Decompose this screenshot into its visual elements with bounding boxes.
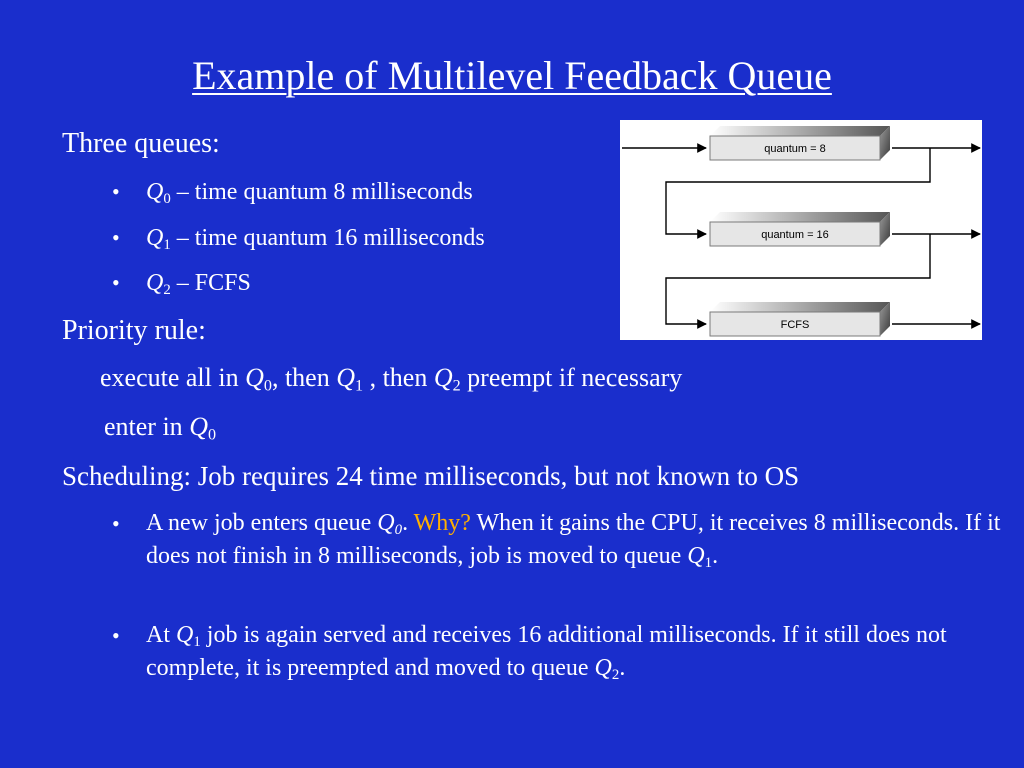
queue-letter: Q xyxy=(687,543,705,569)
bullet-marker: • xyxy=(112,270,120,295)
queue-box-1 xyxy=(710,212,890,246)
queue-subscript: 0 xyxy=(163,191,171,208)
bullet-marker: • xyxy=(112,511,120,536)
queue-subscript: 1 xyxy=(163,237,171,254)
queue-description: – time quantum 16 milliseconds xyxy=(170,225,485,251)
queue-subscript: 1 xyxy=(193,634,201,651)
bullet-marker: • xyxy=(112,623,120,648)
queue-box-2 xyxy=(710,302,890,336)
queue-label: quantum = 8 xyxy=(764,143,826,155)
queue-box-top xyxy=(710,302,890,312)
queue-label: FCFS xyxy=(780,319,810,331)
text-segment: . xyxy=(619,655,626,681)
queue-subscript: 0 xyxy=(207,426,217,444)
three-queues-heading: Three queues: xyxy=(62,128,220,159)
priority-rule-line xyxy=(100,363,683,395)
queue-description: – FCFS xyxy=(170,270,251,296)
queue-letter: Q xyxy=(377,510,395,536)
queue-subscript: 2 xyxy=(452,377,461,395)
queue-box-0 xyxy=(710,126,890,160)
scheduling-bullet-a xyxy=(146,507,1016,573)
text-segment: execute all in xyxy=(100,363,246,392)
multilevel-queue-diagram xyxy=(620,120,982,340)
text-segment: job is again served and receives 16 additional milliseconds. If it still does not complete, it is preempted and moved to queue xyxy=(146,622,947,681)
queue-letter: Q xyxy=(336,363,355,392)
queue-item-2 xyxy=(146,269,251,297)
queue-subscript: 2 xyxy=(163,282,171,299)
queue-subscript: 0 xyxy=(394,522,403,539)
slide-title: Example of Multilevel Feedback Queue xyxy=(192,53,832,98)
queue-item-1 xyxy=(146,224,485,252)
queue-item-0 xyxy=(146,178,473,206)
queue-subscript: 2 xyxy=(611,667,620,684)
queue-letter: Q xyxy=(146,225,164,251)
text-segment: preempt if necessary xyxy=(460,363,683,392)
text-segment: A new job enters queue xyxy=(146,510,378,536)
bullet-marker: • xyxy=(112,179,120,204)
text-segment: . xyxy=(712,543,719,569)
queue-letter: Q xyxy=(245,363,264,392)
bullet-marker: • xyxy=(112,225,120,250)
text-segment: enter in xyxy=(104,412,190,441)
queue-letter: Q xyxy=(189,412,208,441)
queue-letter: Q xyxy=(146,270,164,296)
text-segment: When it gains the CPU, it receives 8 milliseconds. If it does not finish in 8 milliseconds, job is moved to queue xyxy=(146,510,1001,569)
queue-letter: Q xyxy=(594,655,612,681)
scheduling-line: Scheduling: Job requires 24 time milliseconds, but not known to OS xyxy=(62,461,800,491)
queue-subscript: 1 xyxy=(355,377,364,395)
queue-subscript: 1 xyxy=(704,555,713,572)
queue-label: quantum = 16 xyxy=(761,229,829,241)
queue-box-top xyxy=(710,126,890,136)
queue-box-top xyxy=(710,212,890,222)
queue-subscript: 0 xyxy=(263,377,272,395)
queue-letter: Q xyxy=(433,363,453,392)
text-segment: . xyxy=(402,510,414,536)
queue-diagram-svg xyxy=(620,120,982,340)
enter-line xyxy=(104,412,217,444)
scheduling-bullet-b xyxy=(146,619,1016,685)
queue-letter: Q xyxy=(176,622,194,648)
text-segment: , then xyxy=(271,363,337,392)
priority-heading: Priority rule: xyxy=(62,315,206,346)
why-highlight: Why? xyxy=(413,510,471,536)
text-segment: , then xyxy=(363,363,434,392)
text-segment: At xyxy=(146,622,176,648)
queue-description: – time quantum 8 milliseconds xyxy=(170,179,473,205)
queue-letter: Q xyxy=(146,179,164,205)
